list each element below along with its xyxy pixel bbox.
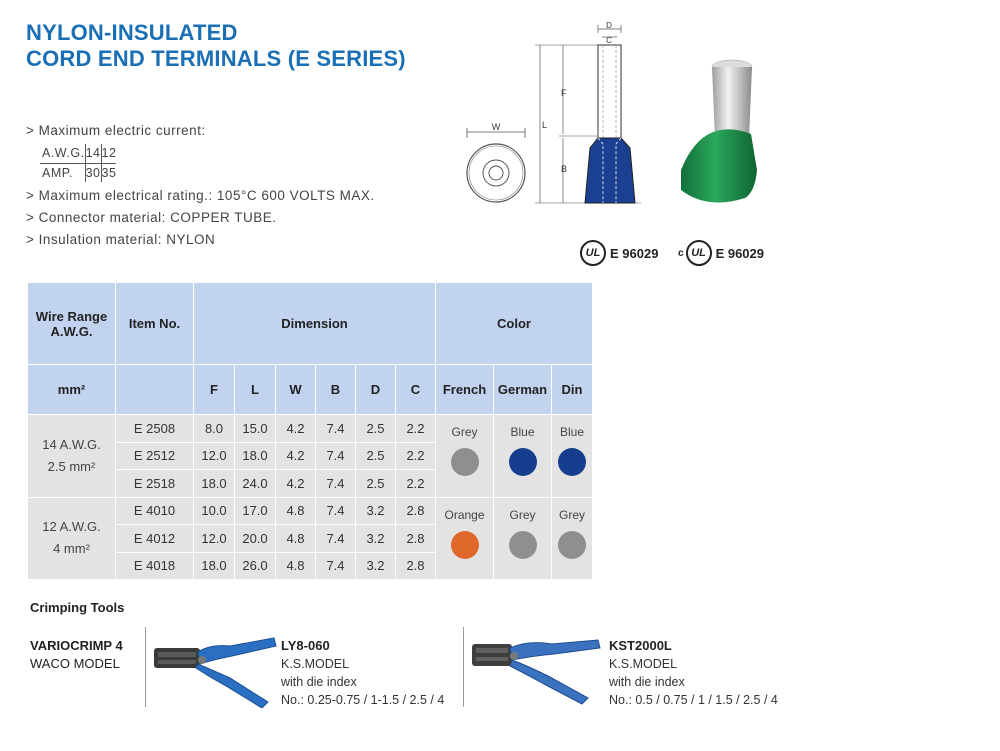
table-row [28, 497, 593, 525]
header-dim-f: F [194, 365, 235, 415]
dim-f: 8.0 [194, 415, 235, 443]
title-line-1: NYLON-INSULATED [26, 20, 238, 45]
tool-c-range: No.: 0.5 / 0.75 / 1 / 1.5 / 2.5 / 4 [609, 693, 778, 707]
spec-connector: > Connector material: COPPER TUBE. [26, 210, 277, 225]
amp-row [40, 163, 116, 182]
page-title [26, 20, 406, 72]
dim-l: 24.0 [235, 470, 276, 498]
terminal-spec-table [27, 282, 593, 580]
color-swatch [451, 531, 479, 559]
header-color-din: Din [552, 365, 593, 415]
tool-kst-info [609, 637, 778, 709]
cul-file-number: E 96029 [715, 245, 764, 261]
dim-b: 7.4 [316, 415, 356, 443]
title-line-2: CORD END TERMINALS (E SERIES) [26, 46, 406, 71]
color-french-cell [436, 497, 494, 580]
amp-label: AMP. [40, 163, 85, 182]
color-din-cell [552, 497, 593, 580]
color-name: Orange [444, 507, 485, 522]
dim-w: 4.8 [276, 497, 316, 525]
dim-d: 3.2 [356, 552, 396, 580]
dim-l: 20.0 [235, 525, 276, 553]
header-dim-b: B [316, 365, 356, 415]
color-german-cell [494, 497, 552, 580]
header-dim-d: D [356, 365, 396, 415]
wire-range-awg: 12 A.W.G. [42, 519, 101, 535]
item-no: E 2508 [116, 415, 194, 443]
dim-c: 2.8 [396, 552, 436, 580]
dim-d: 2.5 [356, 415, 396, 443]
spec-rating: > Maximum electrical rating.: 105°C 600 VOLTS MAX. [26, 188, 375, 203]
color-din-cell [552, 415, 593, 498]
awg-label: A.W.G. [40, 144, 85, 163]
ul-logo-icon: UL [580, 240, 606, 266]
dim-w: 4.8 [276, 525, 316, 553]
crimping-plier-kst-image [468, 630, 604, 706]
dim-b: 7.4 [316, 497, 356, 525]
tool-divider-2 [463, 627, 464, 707]
color-name: Grey [558, 507, 585, 522]
color-french-cell [436, 415, 494, 498]
cul-logo-icon: UL [686, 240, 712, 266]
spec-current-label: > Maximum electric current: [26, 123, 206, 138]
dim-d: 3.2 [356, 525, 396, 553]
dim-b: 7.4 [316, 552, 356, 580]
item-no: E 4018 [116, 552, 194, 580]
dim-label-d: D [606, 21, 612, 30]
header-color-french: French [436, 365, 494, 415]
dim-label-c: C [606, 36, 612, 45]
spec-insulation: > Insulation material: NYLON [26, 232, 216, 247]
awg-amp-table [40, 144, 116, 182]
tool-c-note: with die index [609, 675, 685, 689]
color-name: Blue [510, 425, 535, 439]
wire-range-mm: 2.5 mm² [47, 458, 96, 474]
header-item-no: Item No. [116, 283, 194, 365]
dim-l: 17.0 [235, 497, 276, 525]
color-swatch [509, 448, 537, 476]
wire-range-mm: 4 mm² [53, 541, 90, 557]
dim-f: 18.0 [194, 470, 235, 498]
tool-b-model: K.S.MODEL [281, 657, 350, 671]
dim-c: 2.8 [396, 497, 436, 525]
header-row-2 [28, 365, 593, 415]
dim-l: 26.0 [235, 552, 276, 580]
color-name: Grey [509, 507, 536, 522]
color-swatch [509, 531, 537, 559]
tool-b-name: LY8-060 [281, 638, 330, 653]
item-no: E 4010 [116, 497, 194, 525]
header-dim-w: W [276, 365, 316, 415]
dim-b: 7.4 [316, 470, 356, 498]
table-row [28, 415, 593, 443]
tool-variocrimp [30, 637, 123, 673]
header-color-german: German [494, 365, 552, 415]
color-name: Blue [559, 425, 585, 439]
item-no: E 4012 [116, 525, 194, 553]
header-dim-l: L [235, 365, 276, 415]
dim-f: 12.0 [194, 525, 235, 553]
header-row-1 [28, 283, 593, 365]
awg-value-12: 12 [101, 144, 116, 163]
dim-w: 4.2 [276, 470, 316, 498]
dim-label-b: B [561, 164, 568, 174]
dim-label-w: W [491, 122, 501, 132]
wire-range-cell [28, 497, 116, 580]
dim-w: 4.8 [276, 552, 316, 580]
color-swatch [558, 531, 586, 559]
amp-value-30: 30 [85, 163, 101, 182]
tool-ly8-info [281, 637, 444, 709]
tool-b-note: with die index [281, 675, 357, 689]
dim-w: 4.2 [276, 415, 316, 443]
dim-d: 2.5 [356, 442, 396, 470]
crimping-plier-ly8-image [150, 630, 280, 708]
dim-label-l: L [542, 120, 548, 130]
item-no: E 2518 [116, 470, 194, 498]
dim-c: 2.2 [396, 415, 436, 443]
dim-c: 2.8 [396, 525, 436, 553]
header-wire-range: Wire Range A.W.G. [28, 283, 116, 365]
cul-c-prefix: c [678, 247, 684, 259]
tool-c-model: K.S.MODEL [609, 657, 678, 671]
ul-mark-2 [678, 240, 764, 266]
awg-value-14: 14 [85, 144, 101, 163]
end-view-diagram [467, 122, 525, 202]
color-name: Grey [451, 425, 478, 439]
item-no: E 2512 [116, 442, 194, 470]
dim-l: 18.0 [235, 442, 276, 470]
wire-range-cell [28, 415, 116, 498]
crimping-tools-heading: Crimping Tools [30, 600, 125, 615]
header-dimension: Dimension [194, 283, 436, 365]
color-swatch [558, 448, 586, 476]
dim-b: 7.4 [316, 525, 356, 553]
side-view-diagram [535, 21, 641, 203]
dim-f: 12.0 [194, 442, 235, 470]
color-german-cell [494, 415, 552, 498]
tool-divider-1 [145, 627, 146, 707]
dim-f: 10.0 [194, 497, 235, 525]
ul-mark-1 [580, 240, 658, 266]
ul-file-number: E 96029 [610, 245, 659, 261]
header-dim-c: C [396, 365, 436, 415]
tool-c-name: KST2000L [609, 638, 672, 653]
dim-d: 3.2 [356, 497, 396, 525]
dim-f: 18.0 [194, 552, 235, 580]
dim-c: 2.2 [396, 442, 436, 470]
header-color: Color [436, 283, 593, 365]
dim-l: 15.0 [235, 415, 276, 443]
tool-a-name: VARIOCRIMP 4 [30, 638, 123, 653]
header-blank [116, 365, 194, 415]
tool-b-range: No.: 0.25-0.75 / 1-1.5 / 2.5 / 4 [281, 693, 445, 707]
wire-range-awg: 14 A.W.G. [42, 436, 101, 452]
color-swatch [451, 448, 479, 476]
terminal-photo [681, 60, 757, 203]
awg-row [40, 144, 116, 163]
dim-label-f: F [561, 88, 567, 98]
header-mm2: mm² [28, 365, 116, 415]
terminal-drawing [455, 20, 775, 210]
dim-d: 2.5 [356, 470, 396, 498]
dim-w: 4.2 [276, 442, 316, 470]
dim-b: 7.4 [316, 442, 356, 470]
tool-a-model: WACO MODEL [30, 656, 120, 671]
amp-value-35: 35 [101, 165, 117, 180]
dim-c: 2.2 [396, 470, 436, 498]
